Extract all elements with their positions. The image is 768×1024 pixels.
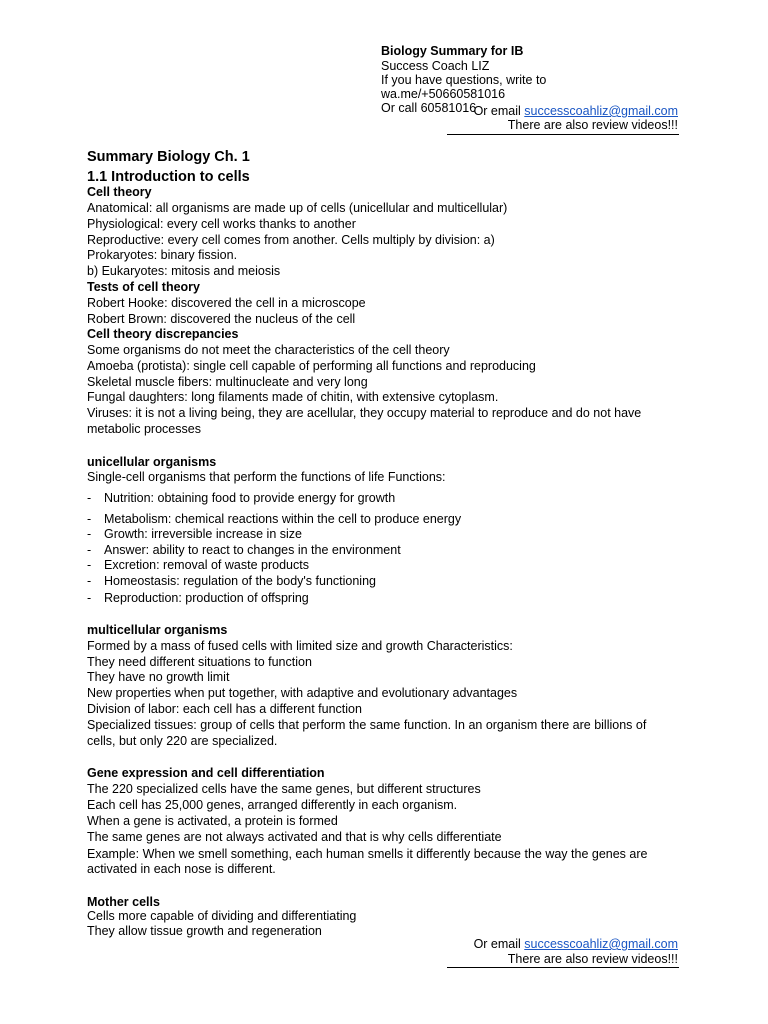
- text-line: activated in each nose is different.: [87, 862, 276, 876]
- list-item: Reproduction: production of offspring: [104, 591, 309, 605]
- header-divider: [447, 134, 679, 135]
- footer-email-line: [474, 937, 678, 952]
- text-line: Some organisms do not meet the characteristics of the cell theory: [87, 343, 450, 357]
- text-line: Physiological: every cell works thanks to another: [87, 217, 356, 231]
- list-item: Answer: ability to react to changes in the environment: [104, 543, 401, 557]
- list-item: Growth: irreversible increase in size: [104, 527, 302, 541]
- header-questions: If you have questions, write to: [381, 73, 547, 87]
- text-line: Cells more capable of dividing and differentiating: [87, 909, 357, 923]
- text-line: Division of labor: each cell has a different function: [87, 702, 362, 716]
- text-line: Robert Brown: discovered the nucleus of the cell: [87, 312, 356, 326]
- bullet-dash: -: [87, 543, 92, 557]
- text-line: New properties when put together, with adaptive and evolutionary advantages: [87, 686, 518, 700]
- bullet-dash: -: [87, 527, 92, 541]
- mother-heading: Mother cells: [87, 895, 160, 909]
- text-line: Reproductive: every cell comes from another. Cells multiply by division: a): [87, 233, 495, 247]
- text-line: cells, but only 220 are specialized.: [87, 734, 278, 748]
- text-line: When a gene is activated, a protein is formed: [87, 814, 338, 828]
- text-line: Prokaryotes: binary fission.: [87, 248, 238, 262]
- list-item: Excretion: removal of waste products: [104, 558, 309, 572]
- text-line: Fungal daughters: long filaments made of chitin, with extensive cytoplasm.: [87, 390, 499, 404]
- bullet-dash: -: [87, 558, 92, 572]
- list-item: Metabolism: chemical reactions within the cell to produce energy: [104, 512, 462, 526]
- discrepancies-heading: Cell theory discrepancies: [87, 327, 239, 341]
- text-line: Skeletal muscle fibers: multinucleate and very long: [87, 375, 368, 389]
- unicellular-heading: unicellular organisms: [87, 455, 217, 469]
- header-whatsapp[interactable]: wa.me/+50660581016: [381, 87, 506, 101]
- doc-title: Summary Biology Ch. 1: [87, 149, 250, 165]
- section-title: 1.1 Introduction to cells: [87, 169, 250, 185]
- text-line: Robert Hooke: discovered the cell in a microscope: [87, 296, 366, 310]
- text-line: metabolic processes: [87, 422, 201, 436]
- text-line: Viruses: it is not a living being, they are acellular, they occupy material to reproduce and do not have: [87, 406, 642, 420]
- multicellular-heading: multicellular organisms: [87, 623, 228, 637]
- text-line: Specialized tissues: group of cells that perform the same function. In an organism there are billions of: [87, 718, 647, 732]
- tests-heading: Tests of cell theory: [87, 280, 200, 294]
- text-line: They have no growth limit: [87, 670, 230, 684]
- bullet-dash: -: [87, 574, 92, 588]
- bullet-dash: -: [87, 591, 92, 605]
- header-coach: Success Coach LIZ: [381, 59, 490, 73]
- gene-heading: Gene expression and cell differentiation: [87, 766, 325, 780]
- footer-videos: There are also review videos!!!: [507, 952, 678, 966]
- text-line: Formed by a mass of fused cells with limited size and growth Characteristics:: [87, 639, 513, 653]
- unicellular-intro: Single-cell organisms that perform the functions of life Functions:: [87, 470, 446, 484]
- text-line: Example: When we smell something, each human smells it differently because the way the genes are: [87, 847, 648, 861]
- list-item: Nutrition: obtaining food to provide energy for growth: [104, 491, 396, 505]
- header-email-prefix: Or email: [473, 104, 525, 118]
- footer-email-link[interactable]: successcoahliz@gmail.com: [524, 937, 678, 951]
- text-line: Amoeba (protista): single cell capable of performing all functions and reproducing: [87, 359, 536, 373]
- text-line: They need different situations to function: [87, 655, 312, 669]
- text-line: The same genes are not always activated and that is why cells differentiate: [87, 830, 502, 844]
- header-call: Or call 60581016: [381, 101, 477, 115]
- text-line: b) Eukaryotes: mitosis and meiosis: [87, 264, 281, 278]
- bullet-dash: -: [87, 512, 92, 526]
- text-line: Each cell has 25,000 genes, arranged differently in each organism.: [87, 798, 458, 812]
- header-email-line: [474, 104, 678, 119]
- text-line: Anatomical: all organisms are made up of cells (unicellular and multicellular): [87, 201, 508, 215]
- list-item: Homeostasis: regulation of the body's functioning: [104, 574, 376, 588]
- header-email-link[interactable]: successcoahliz@gmail.com: [524, 104, 678, 118]
- text-line: They allow tissue growth and regeneration: [87, 924, 322, 938]
- bullet-dash: -: [87, 491, 92, 505]
- header-title: Biology Summary for IB: [381, 44, 524, 58]
- footer-email-prefix: Or email: [473, 937, 525, 951]
- text-line: The 220 specialized cells have the same genes, but different structures: [87, 782, 481, 796]
- cell-theory-heading: Cell theory: [87, 185, 152, 199]
- header-videos: There are also review videos!!!: [507, 118, 678, 132]
- footer-divider: [447, 967, 679, 968]
